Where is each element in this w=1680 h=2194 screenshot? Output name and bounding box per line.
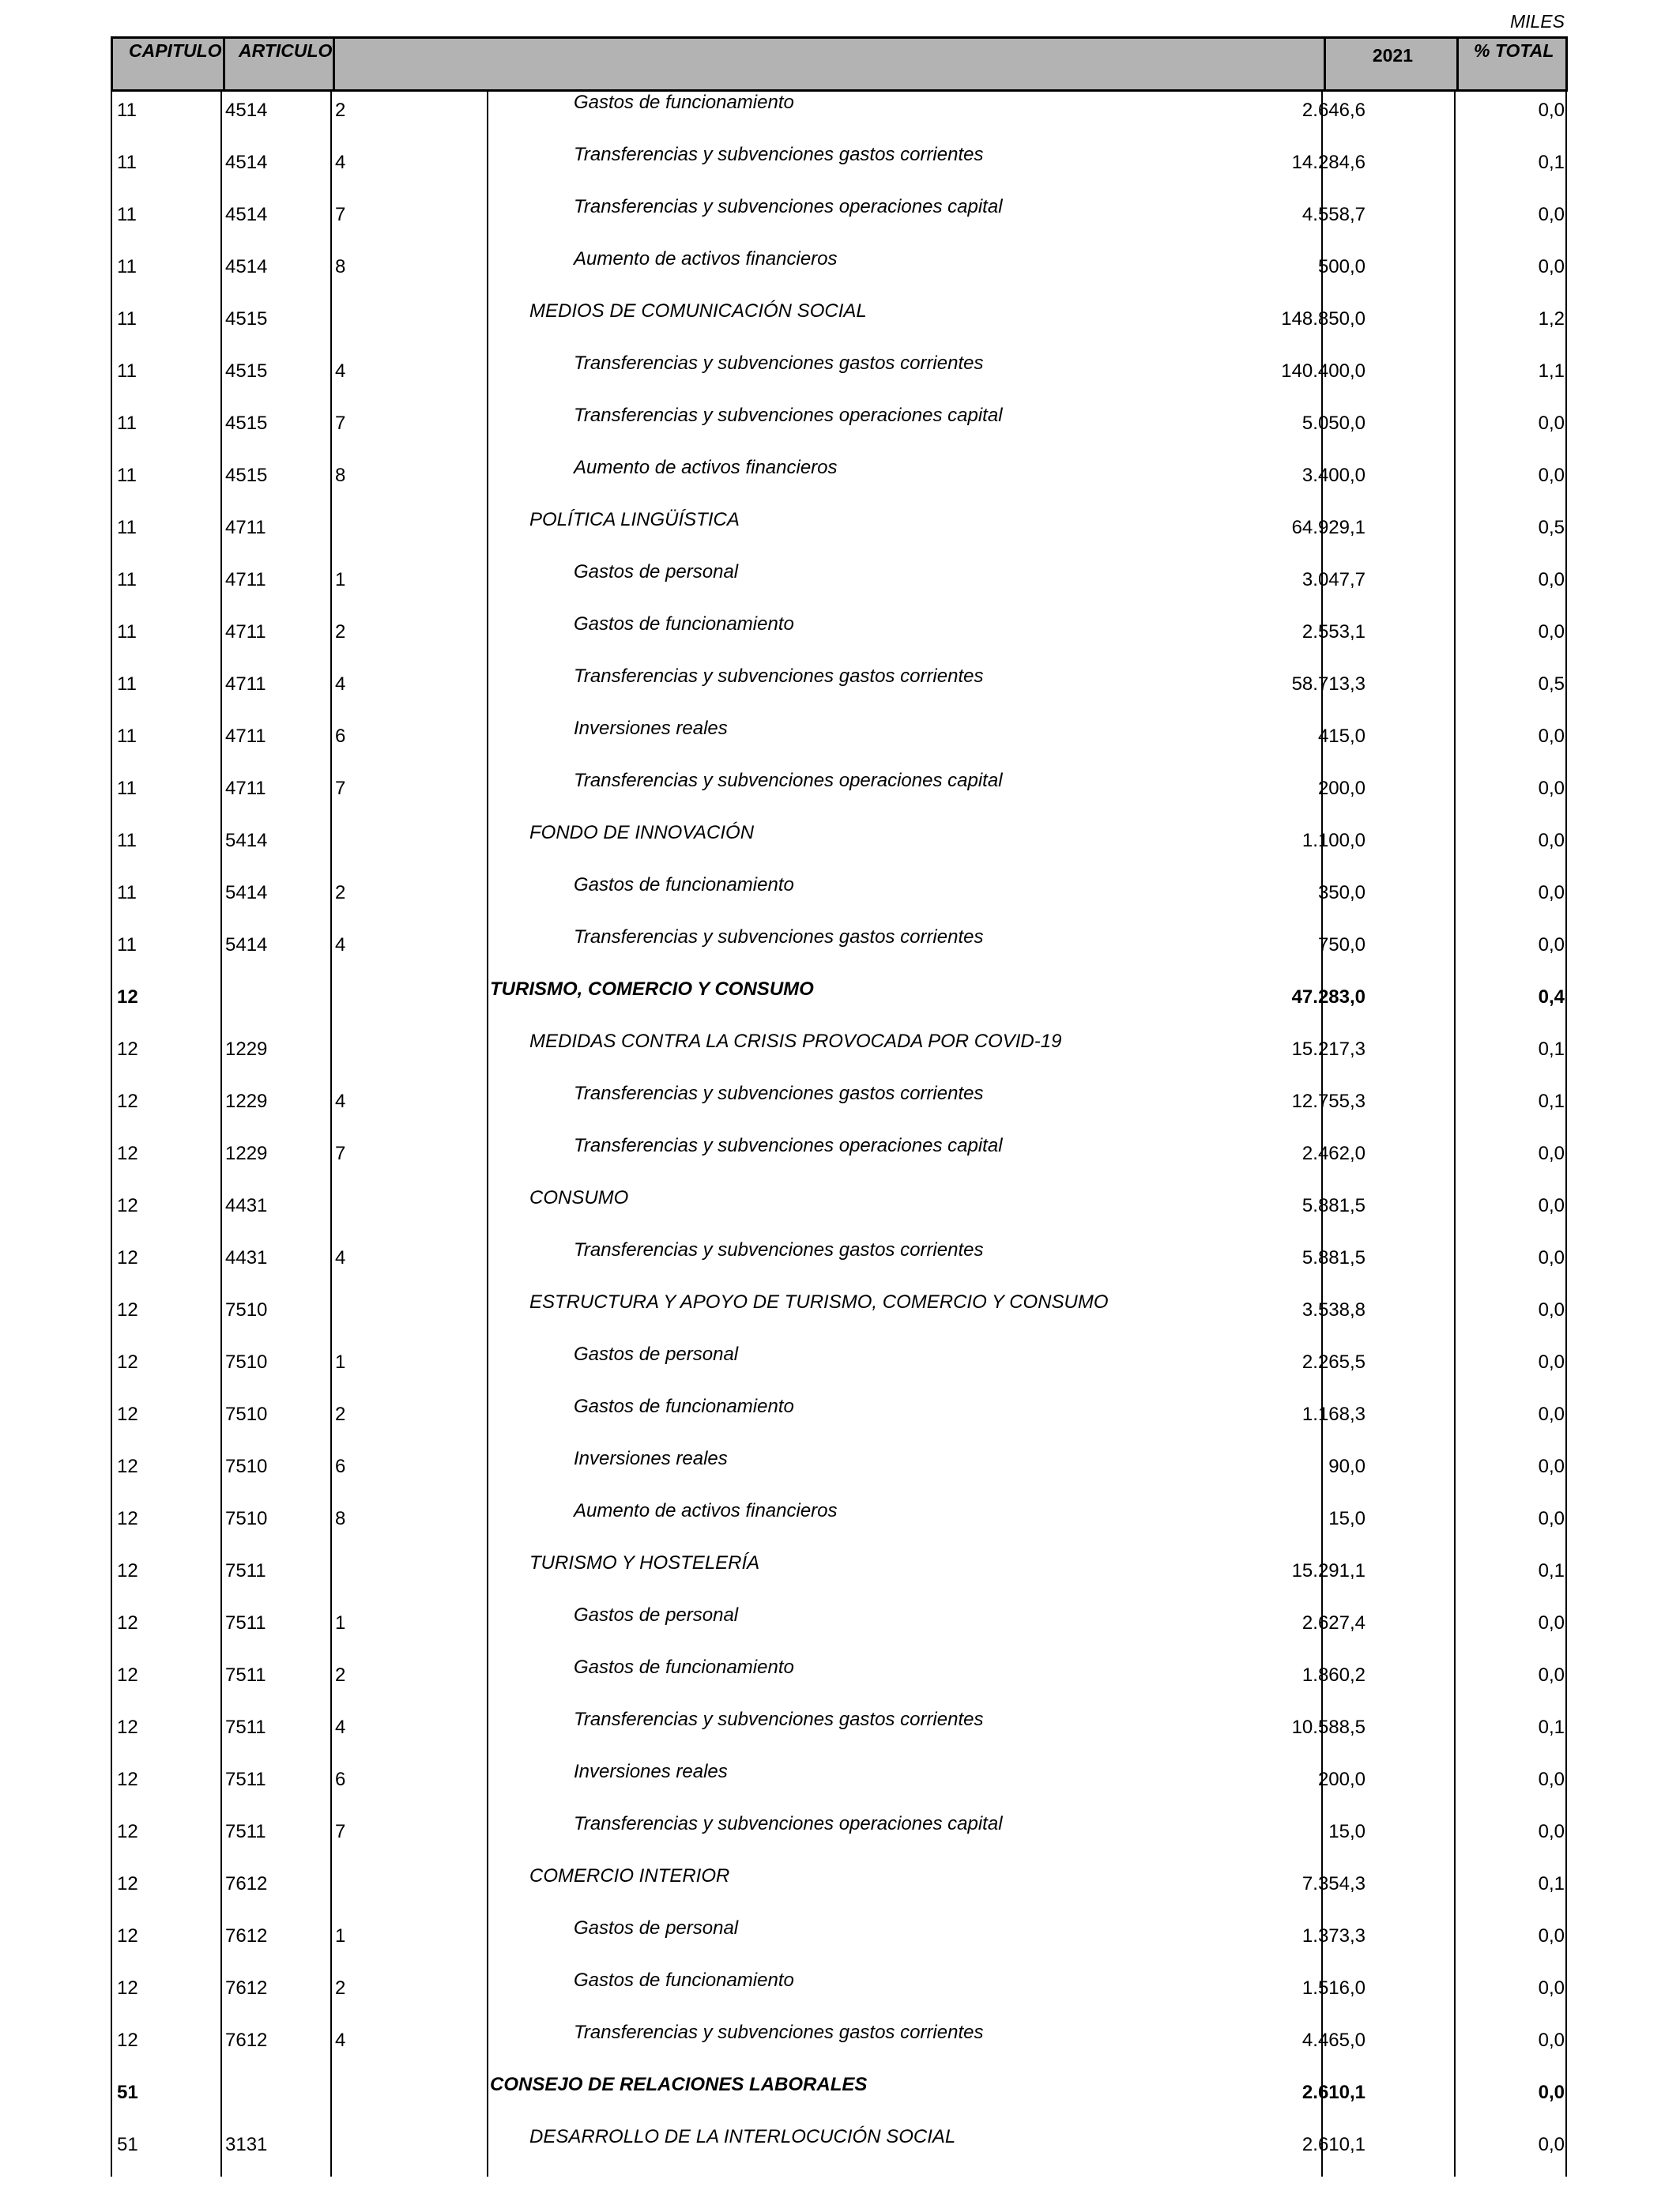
- cell-value-2021: 10.588,5: [1291, 1717, 1365, 1738]
- cell-value-2021: 415,0: [1317, 726, 1365, 747]
- cell-articulo: 5414: [225, 882, 268, 903]
- cell-description: Transferencias y subvenciones gastos corrientes: [574, 1709, 984, 1730]
- cell-description: Transferencias y subvenciones gastos corrientes: [574, 926, 984, 948]
- cell-value-2021: 4.558,7: [1301, 204, 1365, 225]
- cell-pct-total: 0,0: [1538, 726, 1565, 747]
- table-row: [111, 1709, 1568, 1761]
- table-row: [111, 978, 1568, 1031]
- unit-label: MILES: [1509, 11, 1565, 32]
- cell-pct-total: 0,0: [1538, 778, 1565, 799]
- table-row: [111, 1239, 1568, 1291]
- cell-value-2021: 350,0: [1317, 882, 1365, 903]
- cell-capitulo: 12: [117, 1612, 138, 1634]
- cell-programa: 1: [335, 1351, 346, 1373]
- cell-description: CONSUMO: [529, 1187, 629, 1208]
- cell-articulo: 4431: [225, 1247, 268, 1269]
- table-row: [111, 248, 1568, 300]
- cell-description: Gastos de funcionamiento: [574, 1657, 794, 1678]
- cell-programa: 1: [335, 1925, 346, 1947]
- cell-value-2021: 2.610,1: [1301, 2082, 1365, 2103]
- cell-capitulo: 12: [117, 1769, 138, 1790]
- cell-pct-total: 0,5: [1538, 517, 1565, 538]
- table-row: [111, 874, 1568, 926]
- cell-programa: 8: [335, 256, 346, 277]
- cell-value-2021: 14.284,6: [1291, 152, 1365, 173]
- table-row: [111, 509, 1568, 561]
- cell-description: Transferencias y subvenciones gastos corrientes: [574, 665, 984, 687]
- cell-articulo: 7612: [225, 1873, 268, 1894]
- cell-capitulo: 12: [117, 1925, 138, 1947]
- cell-programa: 7: [335, 778, 346, 799]
- cell-description: Aumento de activos financieros: [574, 248, 838, 270]
- cell-articulo: 1229: [225, 1091, 268, 1112]
- cell-description: Transferencias y subvenciones gastos corrientes: [574, 352, 984, 374]
- cell-capitulo: 11: [117, 360, 137, 382]
- cell-description: Gastos de personal: [574, 1344, 739, 1365]
- cell-capitulo: 12: [117, 1351, 138, 1373]
- cell-capitulo: 12: [117, 1247, 138, 1269]
- cell-value-2021: 3.400,0: [1301, 465, 1365, 486]
- table-row: [111, 1500, 1568, 1552]
- cell-articulo: 7612: [225, 1977, 268, 1999]
- table-row: [111, 2074, 1568, 2126]
- cell-capitulo: 12: [117, 1717, 138, 1738]
- cell-programa: 6: [335, 1456, 346, 1477]
- table-row: [111, 2022, 1568, 2074]
- cell-value-2021: 1.516,0: [1301, 1977, 1365, 1999]
- table-row: [111, 1865, 1568, 1917]
- table-row: [111, 770, 1568, 822]
- table-row: [111, 405, 1568, 457]
- table-row: [111, 92, 1568, 144]
- table-row: [111, 1031, 1568, 1083]
- cell-description: POLÍTICA LINGÜÍSTICA: [529, 509, 740, 530]
- cell-description: MEDIOS DE COMUNICACIÓN SOCIAL: [529, 300, 867, 322]
- cell-capitulo: 11: [117, 726, 137, 747]
- cell-description: Transferencias y subvenciones gastos corrientes: [574, 1083, 984, 1104]
- cell-description: Gastos de personal: [574, 1604, 739, 1626]
- cell-capitulo: 51: [117, 2082, 138, 2103]
- cell-programa: 7: [335, 204, 346, 225]
- cell-pct-total: 0,1: [1538, 152, 1565, 173]
- cell-programa: 2: [335, 1977, 346, 1999]
- cell-programa: 4: [335, 1717, 346, 1738]
- table-row: [111, 718, 1568, 770]
- cell-programa: 8: [335, 465, 346, 486]
- cell-programa: 4: [335, 1091, 346, 1112]
- cell-capitulo: 11: [117, 204, 137, 225]
- cell-value-2021: 2.610,1: [1301, 2134, 1365, 2155]
- table-row: [111, 1761, 1568, 1813]
- cell-value-2021: 15,0: [1328, 1821, 1365, 1842]
- cell-programa: 2: [335, 1404, 346, 1425]
- cell-value-2021: 47.283,0: [1291, 986, 1365, 1008]
- cell-description: Inversiones reales: [574, 718, 728, 739]
- cell-capitulo: 11: [117, 569, 137, 590]
- table-row: [111, 300, 1568, 352]
- cell-value-2021: 5.050,0: [1301, 413, 1365, 434]
- cell-pct-total: 0,0: [1538, 1456, 1565, 1477]
- cell-pct-total: 0,0: [1538, 1351, 1565, 1373]
- cell-articulo: 4514: [225, 152, 268, 173]
- table-row: [111, 1187, 1568, 1239]
- cell-description: Aumento de activos financieros: [574, 1500, 838, 1521]
- table-row: [111, 1657, 1568, 1709]
- cell-articulo: 1229: [225, 1039, 268, 1060]
- cell-articulo: 7511: [225, 1717, 266, 1738]
- table-row: [111, 1291, 1568, 1344]
- cell-articulo: 7511: [225, 1612, 266, 1634]
- cell-capitulo: 11: [117, 830, 137, 851]
- cell-articulo: 3131: [225, 2134, 268, 2155]
- cell-capitulo: 11: [117, 621, 137, 643]
- cell-value-2021: 90,0: [1328, 1456, 1365, 1477]
- cell-programa: 1: [335, 569, 346, 590]
- cell-pct-total: 0,0: [1538, 1247, 1565, 1269]
- cell-pct-total: 0,0: [1538, 1664, 1565, 1686]
- table-row: [111, 561, 1568, 613]
- cell-description: ESTRUCTURA Y APOYO DE TURISMO, COMERCIO Y CONSUMO: [529, 1291, 1109, 1313]
- cell-capitulo: 12: [117, 1195, 138, 1216]
- cell-description: Gastos de funcionamiento: [574, 92, 794, 113]
- cell-value-2021: 5.881,5: [1301, 1247, 1365, 1269]
- cell-value-2021: 15.217,3: [1291, 1039, 1365, 1060]
- cell-capitulo: 11: [117, 517, 137, 538]
- cell-value-2021: 15,0: [1328, 1508, 1365, 1529]
- cell-articulo: 1229: [225, 1143, 268, 1164]
- cell-pct-total: 0,0: [1538, 204, 1565, 225]
- cell-articulo: 4711: [225, 726, 266, 747]
- cell-description: Gastos de personal: [574, 1917, 739, 1939]
- cell-articulo: 4711: [225, 517, 266, 538]
- cell-programa: 4: [335, 2030, 346, 2051]
- cell-programa: 2: [335, 882, 346, 903]
- budget-table: [111, 36, 1568, 2177]
- cell-value-2021: 500,0: [1317, 256, 1365, 277]
- cell-description: Gastos de funcionamiento: [574, 613, 794, 635]
- table-row: [111, 1083, 1568, 1135]
- cell-value-2021: 5.881,5: [1301, 1195, 1365, 1216]
- cell-pct-total: 0,0: [1538, 256, 1565, 277]
- cell-description: FONDO DE INNOVACIÓN: [529, 822, 755, 843]
- cell-description: Gastos de funcionamiento: [574, 1970, 794, 1991]
- cell-programa: 4: [335, 152, 346, 173]
- cell-articulo: 4514: [225, 100, 268, 121]
- cell-value-2021: 64.929,1: [1291, 517, 1365, 538]
- table-row: [111, 613, 1568, 665]
- cell-articulo: 7510: [225, 1456, 268, 1477]
- header-description: [333, 39, 1326, 89]
- table-row: [111, 1135, 1568, 1187]
- cell-capitulo: 11: [117, 256, 137, 277]
- cell-capitulo: 12: [117, 1560, 138, 1581]
- cell-capitulo: 11: [117, 413, 137, 434]
- cell-value-2021: 750,0: [1317, 934, 1365, 956]
- table-row: [111, 352, 1568, 405]
- cell-articulo: 7510: [225, 1508, 268, 1529]
- cell-capitulo: 12: [117, 1039, 138, 1060]
- cell-value-2021: 148.850,0: [1281, 308, 1365, 330]
- cell-programa: 7: [335, 1821, 346, 1842]
- cell-articulo: 7510: [225, 1299, 268, 1321]
- cell-capitulo: 11: [117, 152, 137, 173]
- cell-pct-total: 0,0: [1538, 1769, 1565, 1790]
- cell-description: Gastos de funcionamiento: [574, 874, 794, 895]
- cell-programa: 4: [335, 673, 346, 695]
- cell-capitulo: 12: [117, 1456, 138, 1477]
- cell-capitulo: 12: [117, 1873, 138, 1894]
- cell-value-2021: 1.860,2: [1301, 1664, 1365, 1686]
- header-articulo: ARTICULO: [223, 39, 335, 89]
- cell-capitulo: 11: [117, 934, 137, 956]
- cell-capitulo: 12: [117, 1091, 138, 1112]
- cell-programa: 4: [335, 360, 346, 382]
- cell-pct-total: 0,0: [1538, 1143, 1565, 1164]
- cell-capitulo: 12: [117, 1143, 138, 1164]
- table-row: [111, 1344, 1568, 1396]
- cell-description: Transferencias y subvenciones operaciones capital: [574, 1135, 1003, 1156]
- table-row: [111, 457, 1568, 509]
- cell-articulo: 4711: [225, 621, 266, 643]
- cell-capitulo: 12: [117, 1821, 138, 1842]
- cell-description: Gastos de funcionamiento: [574, 1396, 794, 1417]
- table-row: [111, 1448, 1568, 1500]
- cell-description: MEDIDAS CONTRA LA CRISIS PROVOCADA POR COVID-19: [529, 1031, 1062, 1052]
- cell-pct-total: 0,4: [1538, 986, 1565, 1008]
- cell-pct-total: 1,2: [1538, 308, 1565, 330]
- cell-articulo: 4431: [225, 1195, 268, 1216]
- cell-value-2021: 2.646,6: [1301, 100, 1365, 121]
- cell-capitulo: 11: [117, 673, 137, 695]
- cell-capitulo: 11: [117, 308, 137, 330]
- table-row: [111, 665, 1568, 718]
- cell-value-2021: 1.100,0: [1301, 830, 1365, 851]
- cell-pct-total: 0,1: [1538, 1717, 1565, 1738]
- cell-articulo: 7511: [225, 1664, 266, 1686]
- cell-value-2021: 140.400,0: [1281, 360, 1365, 382]
- cell-pct-total: 0,0: [1538, 1821, 1565, 1842]
- header-pct-total: % TOTAL: [1474, 40, 1554, 61]
- cell-description: Gastos de personal: [574, 561, 739, 582]
- cell-capitulo: 12: [117, 1299, 138, 1321]
- header-year: 2021: [1324, 39, 1459, 89]
- cell-programa: 6: [335, 726, 346, 747]
- table-row: [111, 1813, 1568, 1865]
- cell-pct-total: 0,0: [1538, 1404, 1565, 1425]
- cell-articulo: 5414: [225, 934, 268, 956]
- cell-programa: 8: [335, 1508, 346, 1529]
- cell-description: Transferencias y subvenciones gastos corrientes: [574, 144, 984, 165]
- cell-value-2021: 2.462,0: [1301, 1143, 1365, 1164]
- cell-capitulo: 11: [117, 882, 137, 903]
- cell-pct-total: 0,1: [1538, 1039, 1565, 1060]
- cell-articulo: 7511: [225, 1769, 266, 1790]
- cell-articulo: 4711: [225, 778, 266, 799]
- cell-pct-total: 0,0: [1538, 934, 1565, 956]
- cell-description: Transferencias y subvenciones gastos corrientes: [574, 1239, 984, 1261]
- cell-capitulo: 12: [117, 1508, 138, 1529]
- cell-pct-total: 0,0: [1538, 2134, 1565, 2155]
- table-body: [111, 92, 1568, 2177]
- cell-articulo: 7612: [225, 1925, 268, 1947]
- table-row: [111, 1604, 1568, 1657]
- cell-articulo: 5414: [225, 830, 268, 851]
- cell-articulo: 7510: [225, 1404, 268, 1425]
- cell-value-2021: 15.291,1: [1291, 1560, 1365, 1581]
- cell-description: Transferencias y subvenciones operaciones capital: [574, 196, 1003, 217]
- cell-value-2021: 12.755,3: [1291, 1091, 1365, 1112]
- cell-pct-total: 0,0: [1538, 2082, 1565, 2103]
- cell-description: Inversiones reales: [574, 1761, 728, 1782]
- table-row: [111, 1396, 1568, 1448]
- cell-pct-total: 0,1: [1538, 1873, 1565, 1894]
- cell-capitulo: 51: [117, 2134, 138, 2155]
- cell-description: Transferencias y subvenciones operaciones capital: [574, 770, 1003, 791]
- cell-description: CONSEJO DE RELACIONES LABORALES: [490, 2074, 868, 2095]
- cell-capitulo: 11: [117, 100, 137, 121]
- cell-capitulo: 12: [117, 1404, 138, 1425]
- cell-description: Transferencias y subvenciones operaciones capital: [574, 1813, 1003, 1834]
- cell-programa: 4: [335, 934, 346, 956]
- table-row: [111, 822, 1568, 874]
- cell-value-2021: 1.168,3: [1301, 1404, 1365, 1425]
- cell-programa: 2: [335, 621, 346, 643]
- cell-value-2021: 200,0: [1317, 778, 1365, 799]
- cell-programa: 7: [335, 413, 346, 434]
- cell-programa: 2: [335, 1664, 346, 1686]
- table-row: [111, 144, 1568, 196]
- cell-description: TURISMO Y HOSTELERÍA: [529, 1552, 760, 1574]
- table-header: [111, 36, 1568, 92]
- cell-value-2021: 3.538,8: [1301, 1299, 1365, 1321]
- cell-value-2021: 200,0: [1317, 1769, 1365, 1790]
- cell-articulo: 7612: [225, 2030, 268, 2051]
- cell-pct-total: 0,0: [1538, 1612, 1565, 1634]
- cell-pct-total: 0,1: [1538, 1091, 1565, 1112]
- cell-pct-total: 0,0: [1538, 1299, 1565, 1321]
- table-row: [111, 1970, 1568, 2022]
- cell-pct-total: 0,0: [1538, 569, 1565, 590]
- cell-description: TURISMO, COMERCIO Y CONSUMO: [490, 978, 814, 1000]
- cell-pct-total: 0,0: [1538, 621, 1565, 643]
- cell-value-2021: 1.373,3: [1301, 1925, 1365, 1947]
- cell-pct-total: 0,0: [1538, 830, 1565, 851]
- cell-description: DESARROLLO DE LA INTERLOCUCIÓN SOCIAL: [529, 2126, 956, 2147]
- cell-description: COMERCIO INTERIOR: [529, 1865, 730, 1887]
- table-row: [111, 2126, 1568, 2178]
- cell-capitulo: 12: [117, 986, 138, 1008]
- cell-description: Inversiones reales: [574, 1448, 728, 1469]
- cell-value-2021: 2.553,1: [1301, 621, 1365, 643]
- cell-programa: 6: [335, 1769, 346, 1790]
- cell-articulo: 7511: [225, 1821, 266, 1842]
- cell-value-2021: 2.265,5: [1301, 1351, 1365, 1373]
- cell-pct-total: 0,1: [1538, 1560, 1565, 1581]
- cell-programa: 7: [335, 1143, 346, 1164]
- cell-description: Transferencias y subvenciones gastos corrientes: [574, 2022, 984, 2043]
- table-rows: [111, 92, 1568, 2178]
- cell-value-2021: 4.465,0: [1301, 2030, 1365, 2051]
- cell-value-2021: 58.713,3: [1291, 673, 1365, 695]
- cell-articulo: 4711: [225, 569, 266, 590]
- cell-pct-total: 0,0: [1538, 1925, 1565, 1947]
- cell-articulo: 4514: [225, 204, 268, 225]
- table-row: [111, 1552, 1568, 1604]
- cell-pct-total: 0,0: [1538, 100, 1565, 121]
- cell-articulo: 4711: [225, 673, 266, 695]
- cell-value-2021: 2.627,4: [1301, 1612, 1365, 1634]
- cell-pct-total: 0,0: [1538, 882, 1565, 903]
- cell-articulo: 4515: [225, 360, 268, 382]
- cell-articulo: 4515: [225, 465, 268, 486]
- cell-description: Transferencias y subvenciones operaciones capital: [574, 405, 1003, 426]
- table-row: [111, 926, 1568, 978]
- cell-articulo: 7511: [225, 1560, 266, 1581]
- table-row: [111, 196, 1568, 248]
- cell-pct-total: 0,0: [1538, 1195, 1565, 1216]
- cell-capitulo: 11: [117, 465, 137, 486]
- cell-pct-total: 1,1: [1538, 360, 1565, 382]
- table-row: [111, 1917, 1568, 1970]
- cell-pct-total: 0,0: [1538, 413, 1565, 434]
- cell-pct-total: 0,0: [1538, 2030, 1565, 2051]
- cell-capitulo: 12: [117, 1977, 138, 1999]
- cell-programa: 4: [335, 1247, 346, 1269]
- header-capitulo: CAPITULO: [113, 39, 225, 89]
- cell-articulo: 4515: [225, 413, 268, 434]
- cell-pct-total: 0,0: [1538, 1508, 1565, 1529]
- cell-value-2021: 3.047,7: [1301, 569, 1365, 590]
- cell-value-2021: 7.354,3: [1301, 1873, 1365, 1894]
- cell-capitulo: 12: [117, 2030, 138, 2051]
- cell-capitulo: 11: [117, 778, 137, 799]
- cell-articulo: 4514: [225, 256, 268, 277]
- cell-articulo: 7510: [225, 1351, 268, 1373]
- cell-pct-total: 0,0: [1538, 465, 1565, 486]
- cell-programa: 1: [335, 1612, 346, 1634]
- cell-capitulo: 12: [117, 1664, 138, 1686]
- cell-articulo: 4515: [225, 308, 268, 330]
- cell-pct-total: 0,0: [1538, 1977, 1565, 1999]
- cell-pct-total: 0,5: [1538, 673, 1565, 695]
- cell-programa: 2: [335, 100, 346, 121]
- cell-description: Aumento de activos financieros: [574, 457, 838, 478]
